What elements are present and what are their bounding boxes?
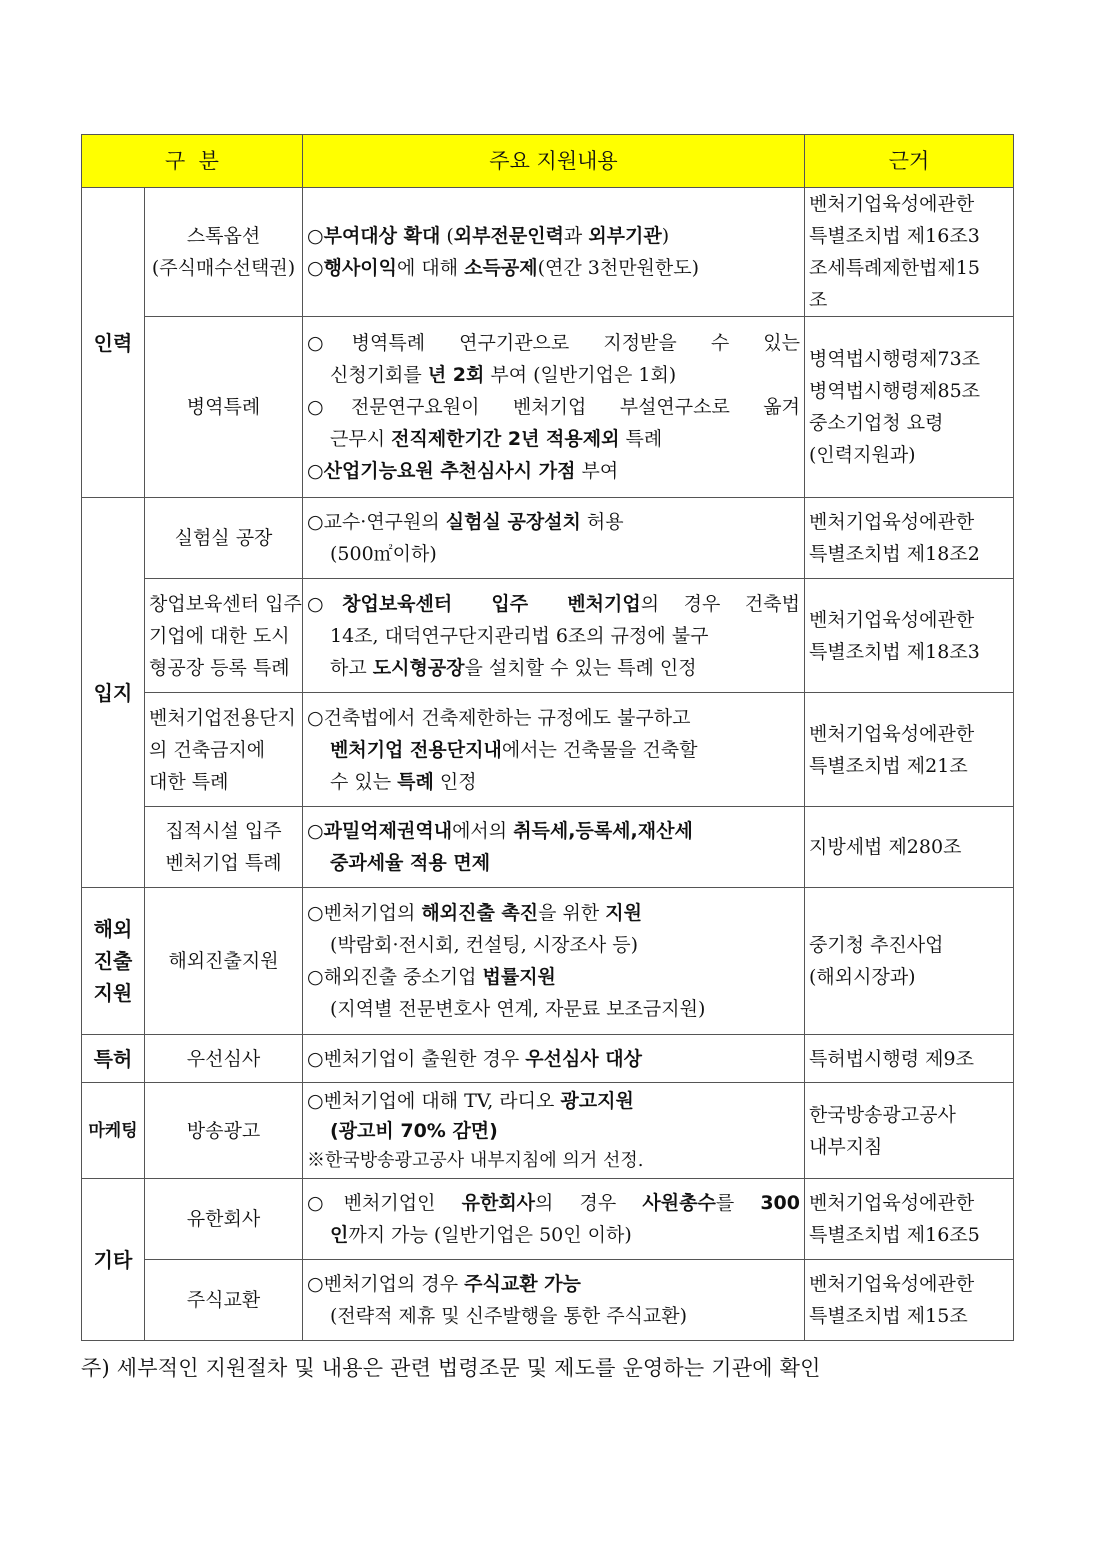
table-row	[82, 579, 1014, 693]
content-cluster: ○과밀억제권역내에서의 취득세,등록세,재산세 중과세율 적용 면제	[303, 807, 805, 888]
subcategory-cluster: 집적시설 입주 벤처기업 특례	[145, 807, 303, 888]
support-table	[81, 134, 1014, 1341]
subcategory-incubator: 창업보육센터 입주 기업에 대한 도시 형공장 등록 특례	[145, 579, 303, 693]
table-row	[82, 1179, 1014, 1260]
category-patent: 특허	[82, 1035, 145, 1083]
basis-llc: 벤처기업육성에관한 특별조치법 제16조5	[805, 1179, 1014, 1260]
content-stock-option: ○부여대상 확대 (외부전문인력과 외부기관) ○행사이익에 대해 소득공제(연간 3천만원한도)	[303, 188, 805, 317]
basis-stock-exchange: 벤처기업육성에관한 특별조치법 제15조	[805, 1260, 1014, 1341]
basis-overseas: 중기청 추진사업 (해외시장과)	[805, 888, 1014, 1035]
table-row	[82, 188, 1014, 317]
basis-venture-zone: 벤처기업육성에관한 특별조치법 제21조	[805, 693, 1014, 807]
header-basis: 근거	[805, 135, 1014, 188]
content-lab-factory: ○교수·연구원의 실험실 공장설치 허용 (500㎡이하)	[303, 498, 805, 579]
content-broadcast: ○벤처기업에 대해 TV, 라디오 광고지원 (광고비 70% 감면) ※한국방송광고공사 내부지침에 의거 선정.	[303, 1083, 805, 1179]
basis-lab-factory: 벤처기업육성에관한 특별조치법 제18조2	[805, 498, 1014, 579]
content-priority-exam: ○벤처기업이 출원한 경우 우선심사 대상	[303, 1035, 805, 1083]
table-row	[82, 1083, 1014, 1179]
subcategory-venture-zone: 벤처기업전용단지 의 건축금지에 대한 특례	[145, 693, 303, 807]
table-row	[82, 1035, 1014, 1083]
basis-military: 병역법시행령제73조 병역법시행령제85조 중소기업청 요령 (인력지원과)	[805, 317, 1014, 498]
subcategory-stock-option: 스톡옵션 (주식매수선택권)	[145, 188, 303, 317]
subcategory-stock-exchange: 주식교환	[145, 1260, 303, 1341]
content-military: ○병역특례 연구기관으로 지정받을 수 있는 신청기회를 년 2회 부여 (일반기업은 1회) ○전문연구요원이 벤처기업 부설연구소로 옮겨 근무시 전직제한기간 2년 적용제외 특례 ○산업기능요원 추천심사시 가점 부여	[303, 317, 805, 498]
header-category: 구 분	[82, 135, 303, 188]
category-manpower: 인력	[82, 188, 145, 498]
content-stock-exchange: ○벤처기업의 경우 주식교환 가능 (전략적 제휴 및 신주발행을 통한 주식교환)	[303, 1260, 805, 1341]
table-row	[82, 888, 1014, 1035]
basis-broadcast: 한국방송광고공사 내부지침	[805, 1083, 1014, 1179]
category-location: 입지	[82, 498, 145, 888]
subcategory-broadcast: 방송광고	[145, 1083, 303, 1179]
subcategory-military: 병역특례	[145, 317, 303, 498]
basis-stock-option: 벤처기업육성에관한 특별조치법 제16조3 조세특례제한법제15 조	[805, 188, 1014, 317]
table-row	[82, 317, 1014, 498]
subcategory-overseas: 해외진출지원	[145, 888, 303, 1035]
category-etc: 기타	[82, 1179, 145, 1341]
header-content: 주요 지원내용	[303, 135, 805, 188]
content-llc: ○벤처기업인 유한회사의 경우 사원총수를 300 인까지 가능 (일반기업은 50인 이하)	[303, 1179, 805, 1260]
table-row	[82, 693, 1014, 807]
basis-cluster: 지방세법 제280조	[805, 807, 1014, 888]
subcategory-priority-exam: 우선심사	[145, 1035, 303, 1083]
basis-incubator: 벤처기업육성에관한 특별조치법 제18조3	[805, 579, 1014, 693]
content-venture-zone: ○건축법에서 건축제한하는 규정에도 불구하고 벤처기업 전용단지내에서는 건축물을 건축할 수 있는 특례 인정	[303, 693, 805, 807]
basis-priority-exam: 특허법시행령 제9조	[805, 1035, 1014, 1083]
category-overseas: 해외 진출 지원	[82, 888, 145, 1035]
table-header-row	[82, 135, 1014, 188]
subcategory-lab-factory: 실험실 공장	[145, 498, 303, 579]
content-incubator: ○창업보육센터 입주 벤처기업의 경우 건축법 14조, 대덕연구단지관리법 6조의 규정에 불구 하고 도시형공장을 설치할 수 있는 특례 인정	[303, 579, 805, 693]
content-overseas: ○벤처기업의 해외진출 촉진을 위한 지원 (박람회·전시회, 컨설팅, 시장조사 등) ○해외진출 중소기업 법률지원 (지역별 전문변호사 연계, 자문료 보조금지원)	[303, 888, 805, 1035]
footnote: 주) 세부적인 지원절차 및 내용은 관련 법령조문 및 제도를 운영하는 기관에 확인	[81, 1356, 821, 1380]
category-marketing: 마케팅	[82, 1083, 145, 1179]
subcategory-llc: 유한회사	[145, 1179, 303, 1260]
table-row	[82, 1260, 1014, 1341]
table-row	[82, 807, 1014, 888]
table-row	[82, 498, 1014, 579]
